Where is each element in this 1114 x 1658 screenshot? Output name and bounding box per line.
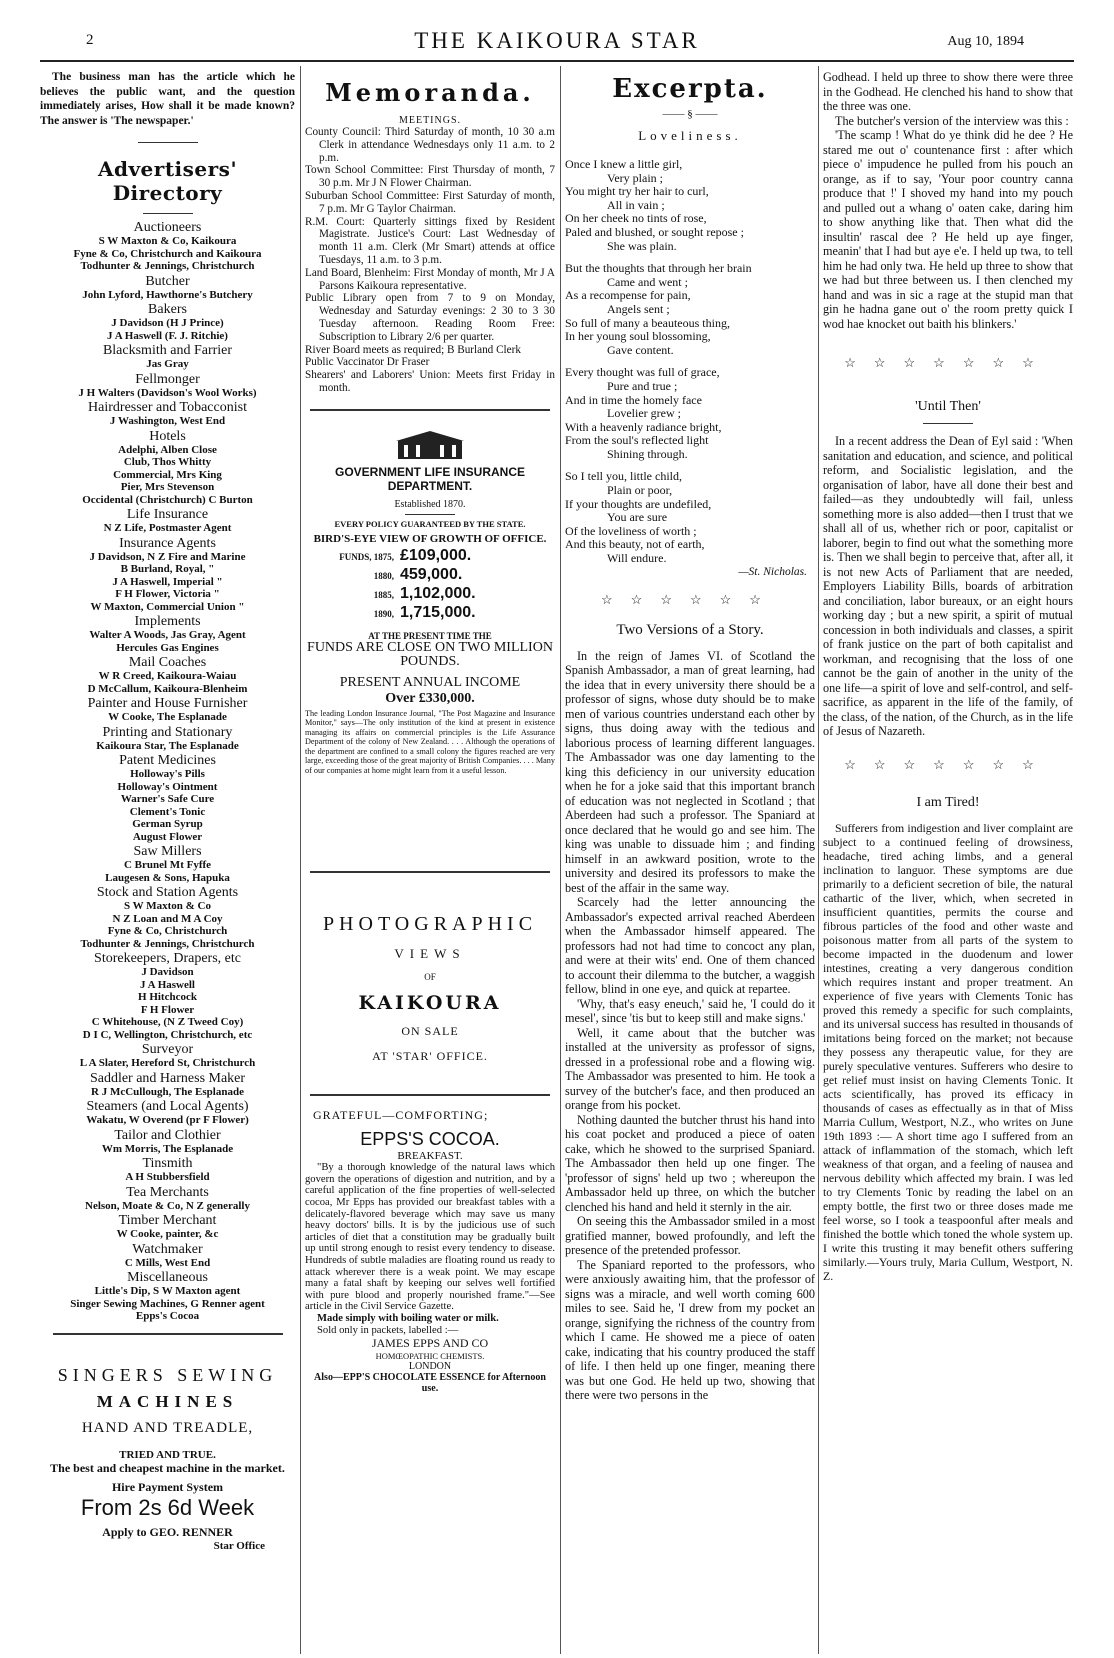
directory-entry: J Davidson — [141, 966, 194, 978]
directory-heading: Tailor and Clothier — [114, 1127, 221, 1143]
epps-sold: Sold only in packets, labelled :— — [317, 1324, 459, 1336]
epps-also: Also—EPP'S CHOCOLATE ESSENCE for Afternoon use. — [314, 1372, 546, 1395]
singer-line-3: HAND AND TREADLE, — [81, 1419, 254, 1436]
column-2 — [305, 70, 555, 1394]
column-divider — [818, 66, 819, 1654]
until-then-title: 'Until Then' — [915, 399, 981, 414]
directory-entry: W Cooke, painter, &c — [116, 1228, 219, 1240]
directory-entry: A H Stubbersfield — [125, 1171, 210, 1183]
singer-line-9: Star Office — [213, 1539, 265, 1552]
memoranda-item: Shearers' and Laborers' Union: Meets first Friday in month. — [305, 369, 555, 394]
poem-source: —St. Nicholas. — [738, 565, 807, 578]
funds-table — [305, 547, 555, 623]
directory-entry: R J McCullough, The Esplanade — [91, 1085, 244, 1098]
photo-line-3: OF — [424, 972, 436, 983]
funds-row — [305, 604, 555, 623]
directory-heading: Miscellaneous — [127, 1270, 208, 1285]
story-paragraph: 'Why, that's easy eneuch,' said he, 'I could do it mesel', since 'tis but to keep still and make signs.' — [565, 996, 815, 1026]
directory-entry: Kaikoura Star, The Esplanade — [96, 739, 239, 752]
directory-entry: D McCallum, Kaikoura-Blenheim — [87, 682, 248, 695]
directory-heading: Bakers — [148, 302, 187, 317]
memoranda-item: River Board meets as required; B Burland Clerk — [305, 343, 521, 356]
epps-breakfast: BREAKFAST. — [397, 1150, 463, 1163]
poem-line: Came and went ; — [607, 274, 688, 289]
poem-line: And in time the homely face — [565, 392, 702, 407]
singer-advert — [40, 1365, 295, 1552]
poem-line: Every thought was full of grace, — [565, 365, 720, 380]
epps-company: JAMES EPPS AND CO — [371, 1336, 489, 1351]
directory-entry: B Burland, Royal, " — [120, 563, 215, 575]
poem-line: Plain or poor, — [607, 483, 673, 498]
funds-year: 1885, — [373, 589, 394, 600]
directory-entry: Walter A Woods, Jas Gray, Agent — [89, 629, 246, 641]
story-body — [565, 649, 815, 1403]
directory-heading: Watchmaker — [132, 1241, 203, 1257]
directory-heading: Tea Merchants — [126, 1184, 209, 1200]
divider — [310, 1094, 550, 1096]
poem-line: With a heavenly radiance bright, — [565, 419, 722, 434]
directory-entry: Todhunter & Jennings, Christchurch — [80, 260, 255, 272]
singer-line-5: The best and cheapest machine in the market. — [50, 1460, 285, 1475]
directory-entry: L A Slater, Hereford St, Christchurch — [79, 1057, 256, 1069]
memoranda-item: Land Board, Blenheim: First Monday of month, Mr J A Parsons Kaikoura representative. — [305, 266, 555, 292]
directory-entry: August Flower — [132, 830, 203, 843]
directory-entry: Clement's Tonic — [129, 805, 206, 818]
meetings-heading: MEETINGS. — [398, 115, 462, 126]
directory-entry: J Washington, West End — [109, 415, 226, 427]
directory-entry: H Hitchcock — [138, 991, 197, 1003]
stars-divider: ☆☆☆☆☆☆☆ — [844, 355, 1052, 370]
poem-line: Lovelier grew ; — [607, 406, 681, 421]
singer-line-2: MACHINES — [96, 1391, 239, 1411]
directory-heading: Surveyor — [141, 1042, 194, 1057]
divider — [310, 871, 550, 873]
poem-line: Angels sent ; — [607, 301, 670, 316]
singer-line-4: TRIED AND TRUE. — [119, 1448, 216, 1461]
column-4 — [823, 70, 1073, 1283]
divider — [310, 409, 550, 411]
directory-entry: John Lyford, Hawthorne's Butchery — [82, 288, 253, 301]
story-paragraph: In the reign of James VI. of Scotland the Spanish Ambassador, a man of great learning, had the idea that in every university there should be a professor of signs, whose duty should be to make men of various countries understand each other by signs, thus doing away with the tedious and laborious process of learning different languages. The Ambassador was one day lamenting to the king this deficiency in our university education when he for a joke said that this important branch of education was not neglected in Scotland ; that Aberdeen had such a professor. The Spaniard at once declared that he would go and see him. The king was unable to dissuade him ; and finding himself in an awkward position, wrote to the university and desired its professors to make the best of the affair in the same way. — [565, 648, 815, 895]
funds-amount: 459,000. — [400, 565, 463, 583]
poem-line: But the thoughts that through her brain — [565, 261, 752, 276]
poem-line: Gave content. — [607, 342, 674, 357]
stars-divider: ☆☆☆☆☆☆ — [601, 591, 779, 607]
page-number: 2 — [86, 32, 94, 48]
poem-line: You are sure — [607, 510, 668, 525]
poem-line: You might try her hair to curl, — [565, 184, 709, 199]
epps-cocoa-advert — [305, 1108, 555, 1394]
directory-heading: Blacksmith and Farrier — [102, 343, 233, 358]
directory-entry: S W Maxton & Co — [124, 900, 211, 912]
singer-line-8: Apply to GEO. RENNER — [102, 1524, 233, 1539]
epps-chemists: HOMŒOPATHIC CHEMISTS. — [375, 1351, 485, 1362]
photo-line-6: AT 'STAR' OFFICE. — [372, 1049, 488, 1064]
gov-present-income: PRESENT ANNUAL INCOME — [339, 674, 521, 690]
directory-heading: Saw Millers — [133, 844, 202, 859]
directory-entry: Fyne & Co, Christchurch — [107, 925, 228, 937]
directory-entry: C Mills, West End — [124, 1256, 211, 1269]
poem-line: All in vain ; — [607, 197, 665, 212]
directory-heading: Tinsmith — [142, 1156, 193, 1171]
directory-heading: Saddler and Harness Maker — [89, 1070, 246, 1086]
directory-entry: Epps's Cocoa — [135, 1310, 200, 1322]
directory-heading: Storekeepers, Drapers, etc — [94, 951, 241, 966]
funds-amount: 1,102,000. — [400, 584, 476, 602]
memoranda-item: Suburban School Committee: First Saturday of month, 7 p.m. Mr G Taylor Chairman. — [305, 189, 555, 215]
directory-heading: Implements — [134, 614, 201, 629]
singer-line-6: Hire Payment System — [111, 1479, 224, 1494]
directory-heading: Insurance Agents — [119, 535, 216, 551]
directory-entry: N Z Life, Postmaster Agent — [103, 522, 232, 534]
funds-year: 1880, — [373, 570, 394, 581]
poem-line: Once I knew a little girl, — [565, 157, 683, 171]
directory-entry: Jas Gray — [146, 358, 189, 370]
memoranda-list — [305, 126, 555, 395]
directory-entry: J A Haswell — [139, 978, 195, 991]
poem-line: Pure and true ; — [607, 378, 678, 393]
funds-amount: 1,715,000. — [400, 603, 476, 621]
photo-line-4: KAIKOURA — [358, 992, 502, 1015]
stars-divider: ☆☆☆☆☆☆☆ — [844, 756, 1052, 772]
gov-insurance-title: GOVERNMENT LIFE INSURANCE DEPARTMENT. — [334, 464, 525, 493]
issue-date: Aug 10, 1894 — [947, 34, 1024, 49]
building-icon — [390, 431, 470, 461]
directory-entry: Todhunter & Jennings, Christchurch — [80, 937, 255, 950]
gov-birds-eye: BIRD'S-EYE VIEW OF GROWTH OF OFFICE. — [313, 532, 547, 545]
until-then-body: In a recent address the Dean of Eyl said : 'When sanitation and education, and science, and political reform, and Socialistic legislation, and the organisation of labor, have all done their best and failed—as they undoubtedly will fail, unless something more is also added—then I trust that we shall all of us, whether rich or poor, capitalist or laborer, begin to find out what the something more is. Then we shall begin to perceive that, after all, it is not new Acts of Parliament that are needed, Employers Liability Bills, boards of arbitration and conciliation, labor bureaux, or an eight hours working day ; but a new spirit, a spirit of mutual concession in both individuals and classes, a spirit of frank justice on the part of both capitalist and workman, and recognising that the loss of one cannot be the gain of another in the unity of the one life—a spirit of love and self-control, and self-sacrifice, as apparent in the life of the family, of the class, of the nation, of the Church, as in the life of Jesus of Nazareth. — [823, 434, 1073, 738]
directory-entry: Wm Morris, The Esplanade — [101, 1142, 234, 1155]
directory-entry: J A Haswell, Imperial " — [112, 575, 223, 588]
poem-line: Shining through. — [607, 446, 688, 461]
directory-heading: Hairdresser and Tobacconist — [88, 400, 247, 415]
directory-heading: Life Insurance — [126, 507, 209, 522]
memoranda-item: Town School Committee: First Thursday of month, 7 30 p.m. Mr J N Flower Chairman. — [305, 164, 555, 190]
directory-entry: Hercules Gas Engines — [116, 641, 219, 654]
column-3 — [565, 70, 815, 1403]
poem — [565, 158, 815, 566]
photo-line-1: PHOTOGRAPHIC — [322, 913, 538, 936]
funds-year: 1890, — [373, 608, 394, 619]
gov-guarantee: EVERY POLICY GUARANTEED BY THE STATE. — [334, 518, 526, 529]
directory-heading: Butcher — [145, 273, 190, 289]
story-paragraph: Scarcely had the letter announcing the Ambassador's expected arrival reached Aberdeen when the Ambassador himself appeared. The professors had not had time to concoct any plan, and were at their wits' end. One of them chanced to account their dilemma to the butcher, a waggish fellow, blind in one eye, and quick at repartee. — [565, 895, 815, 997]
gov-quote: The leading London Insurance Journal, "The Post Magazine and Insurance Monitor," says—The only institution of the kind at present in existence managing its affairs on commercial principles is the Life Assurance Department of the colony of New Zealand. . . . Although the operations of the department are confined to a small colony the figures reached are very large, exceeding those of the great majority of British Companies. . . . Many of our companies at home might learn from it a useful lesson. — [305, 708, 555, 775]
directory-entry: F H Flower — [140, 1003, 195, 1016]
directory-entry: J A Haswell (F. J. Ritchie) — [107, 329, 228, 342]
epps-body: "By a thorough knowledge of the natural laws which govern the operations of digestion and nutrition, and by a careful application of the fine properties of well-selected cocoa, Mr Epps has provided our breakfast tables with a delicately-flavored beverage which may save us many heavy doctors' bills. It is by the judicious use of such articles of diet that a constitution may be gradually built up until strong enough to resist every tendency to disease. Hundreds of subtle maladies are floating round us ready to attack wherever there is a weak point. We may escape many a fatal shaft by keeping our selves well fortified with pure blood and properly nourished frame."—See article in the Civil Service Gazette. — [305, 1162, 555, 1313]
divider — [138, 142, 198, 143]
memoranda-item: Public Vaccinator Dr Fraser — [305, 356, 430, 369]
directory-entry: Fyne & Co, Christchurch and Kaikoura — [73, 247, 262, 260]
directory-entry: Holloway's Pills — [130, 768, 205, 780]
story-paragraph: The butcher's version of the interview was this : — [835, 113, 1069, 128]
poem-line: Will endure. — [607, 551, 667, 566]
directory-heading: Steamers (and Local Agents) — [86, 1099, 249, 1114]
directory-entry: W Cooke, The Esplanade — [108, 711, 227, 723]
story-paragraph: 'The scamp ! What do ye think did he dee ? He stared me out o' countenance first : after which piece o' impudence he pulled from his pouch an orange, as if to say, 'Your poor country canna produce that !' I shoved my hand into my pouch and pulled out a whang o' oaten cake, daring him to show anything like that. Then what did the insultin' rascal dee ? He held up aye finger, meanin' that I had but aye e'e. I held up twa, to tell him he had only twa. He held up three to show that we had but three between us. I then clenched my hand and was in sic a rage at the stupid man that gin he hadna gane out o' the room pretty quick I wod hae knocket out baith his blinkers.' — [823, 128, 1073, 331]
story-title: Two Versions of a Story. — [616, 621, 764, 638]
directory-heading: Mail Coaches — [128, 655, 207, 670]
singer-line-7: From 2s 6d Week — [80, 1494, 255, 1520]
divider — [143, 213, 193, 214]
directory-entry: Pier, Mrs Stevenson — [120, 481, 215, 493]
gov-at-present: AT THE PRESENT TIME THE — [368, 630, 492, 641]
directory-entry: W Maxton, Commercial Union " — [90, 600, 245, 613]
directory-entry: Laugesen & Sons, Hapuka — [105, 871, 230, 884]
government-insurance-advert — [305, 431, 555, 776]
funds-amount: £109,000. — [400, 546, 472, 564]
funds-row — [305, 585, 555, 604]
poem-line: Very plain ; — [607, 170, 663, 185]
directory-entry: S W Maxton & Co, Kaikoura — [98, 235, 237, 247]
directory-entry: Holloway's Ointment — [117, 780, 218, 793]
memoranda-item: R.M. Court: Quarterly sittings fixed by Resident Magistrate. Justice's Court: Last Wednesday of month 11 a.m. Clerk (Mr Smart) attends at office Tuesdays, 11 a.m. to 3 p.m. — [305, 215, 555, 266]
directory-entry: C Brunel Mt Fyffe — [123, 859, 212, 871]
poem-line: Paled and blushed, or sought repose ; — [565, 224, 744, 239]
directory-heading: Hotels — [149, 428, 186, 444]
directory-heading: Timber Merchant — [118, 1213, 217, 1228]
divider — [405, 514, 455, 515]
directory-entry: N Z Loan and M A Coy — [112, 912, 223, 925]
newspaper-title: THE KAIKOURA STAR — [414, 28, 700, 53]
divider — [53, 1333, 283, 1335]
gov-funds-close: FUNDS ARE CLOSE ON TWO MILLION POUNDS. — [307, 639, 553, 669]
directory-heading: Auctioneers — [133, 220, 202, 235]
directory-entry: Singer Sewing Machines, G Renner agent — [70, 1297, 265, 1310]
directory-entry: Club, Thos Whitty — [123, 456, 212, 468]
directory-entry: Occidental (Christchurch) C Burton — [82, 493, 253, 506]
poem-line: So full of many a beauteous thing, — [565, 315, 730, 330]
excerpta-title: Excerpta. — [612, 74, 768, 104]
singer-line-1: SINGERS SEWING — [57, 1364, 278, 1385]
directory-entry: F H Flower, Victoria " — [115, 588, 220, 600]
memoranda-item: Public Library open from 7 to 9 on Monday, Wednesday and Saturday evenings: 2 30 to 3 30 Tuesday afternoon. Reading Room Free: Subscription to Library 2/6 per quarter. — [305, 292, 555, 343]
poem-line: As a recompense for pain, — [565, 288, 691, 303]
poem-line: And this beauty, not of earth, — [565, 537, 705, 552]
directory-heading: Painter and House Furnisher — [87, 696, 248, 711]
directory-entry: Commercial, Mrs King — [113, 468, 222, 481]
directory-entry: German Syrup — [132, 818, 203, 830]
directory-entry: W R Creed, Kaikoura-Waiau — [98, 670, 237, 682]
column-divider — [300, 66, 301, 1654]
story-paragraph: The Spaniard reported to the professors, who were anxiously awaiting him, that the professor of signs was a miracle, and well worth coming 600 miles to see. Said he, 'I drew from my pocket an orange, signifying the richness of the country from which I came. He showed me a piece of oaten cake, indicating that his country produced the staff of life. I then held up one finger, meaning there was but one God. He held up two, showing that there were two persons in the — [565, 1257, 815, 1403]
photo-line-5: ON SALE — [401, 1024, 459, 1039]
poem-line: On her cheek no tints of rose, — [565, 211, 707, 226]
funds-row — [305, 547, 555, 566]
directory-heading: Stock and Station Agents — [96, 885, 239, 900]
directory-entry: J Davidson, N Z Fire and Marine — [89, 550, 246, 563]
funds-year: FUNDS, 1875, — [339, 551, 394, 562]
section-mark-icon: —— § —— — [662, 108, 718, 120]
intro-paragraph: The business man has the article which he believes the public want, and the question immediately arises, How shall it be made known? The answer is 'The newspaper.' — [40, 71, 295, 127]
directory-entry: Warner's Safe Cure — [120, 793, 215, 805]
directory-title: Advertisers' Directory — [97, 157, 238, 205]
directory-entry: C Whitehouse, (N Z Tweed Coy) — [91, 1016, 244, 1028]
directory-entry: Adelphi, Alben Close — [118, 443, 217, 456]
story-paragraph: Well, it came about that the butcher was installed at the university as professor of signs, dressed in a professional robe and a flowing wig. The Ambassador was presented to him. He took a survey of the butcher's face, and then produced an orange from his pocket. — [565, 1025, 815, 1113]
photographic-views-advert — [305, 913, 555, 1064]
gov-established: Established 1870. — [394, 498, 466, 510]
directory-entry: D I C, Wellington, Christchurch, etc — [82, 1028, 253, 1041]
divider — [923, 423, 973, 424]
masthead-rule — [40, 60, 1074, 62]
poem-line: If your thoughts are undefiled, — [565, 496, 712, 511]
epps-made: Made simply with boiling water or milk. — [317, 1312, 499, 1324]
photo-line-2: VIEWS — [394, 946, 466, 962]
epps-grateful: GRATEFUL—COMFORTING; — [313, 1108, 489, 1123]
masthead — [40, 18, 1074, 60]
tired-title: I am Tired! — [916, 794, 980, 810]
memoranda-item: County Council: Third Saturday of month, 10 30 a.m Clerk in attendance Wednesdays only 11 a.m. to 2 p.m. — [305, 126, 555, 164]
poem-line: From the soul's reflected light — [565, 433, 709, 448]
directory-entry: Wakatu, W Overend (pr F Flower) — [86, 1114, 249, 1126]
column-divider — [560, 66, 561, 1654]
poem-line: In her young soul blossoming, — [565, 329, 711, 344]
poem-line: So I tell you, little child, — [565, 469, 682, 484]
directory-entry: Little's Dip, S W Maxton agent — [94, 1285, 241, 1297]
advertisers-directory — [40, 220, 295, 1323]
column-1 — [40, 70, 295, 1552]
poem-line: She was plain. — [607, 238, 677, 253]
poem-line: Of the loveliness of worth ; — [565, 523, 697, 538]
directory-entry: J Davidson (H J Prince) — [111, 317, 224, 329]
directory-heading: Printing and Stationary — [102, 724, 233, 740]
epps-name: EPPS'S COCOA. — [360, 1129, 500, 1150]
funds-row — [305, 566, 555, 585]
story-continuation — [823, 70, 1073, 331]
directory-heading: Fellmonger — [135, 371, 200, 387]
poem-title: Loveliness. — [638, 128, 742, 143]
story-paragraph: Godhead. I held up three to show there were three in the Godhead. He clenched his hand to show that the three was one. — [823, 70, 1073, 113]
tired-body: Sufferers from indigestion and liver complaint are subject to a continued feeling of drowsiness, headache, tired aching limbs, and a general inclination to languor. These symptoms are due primarily to a deficient secretion of bile, the natural cathartic of the liver, which, when secreted in insufficient quantities, permits the course and fibrous particles of the food and other waste and poisonous matter from all parts of the system to become impacted in the duodenum and lower intestines, creating a very dangerous condition which requires instant and proper treatment. An experience of five years with Clements Tonic has proved this remedy a specific for such complaints, and its universal success has resulted in thousands of imitations being forced on the market; not because they possess any therapeutic value, for they are purely speculative ventures. Sufferers who desire to get relief must insist on having Clements Tonic. It acts scientifically, has proved its efficacy in thousands of cases as effectually as in that of Miss Marria Cullum, Westport, N.Z., who writes on June 19th 1893 :— A short time ago I suffered from an attack of inflammation of the stomach, which left weakness of that organ, and a feeling of nausea and nervous debility which affected my brain. I was led to try Clements Tonic by reading the label on an empty bottle, the first two or three doses made me feel worse, so I took a teaspoonful after meals and finished the bottle which toned the whole system up. I write this trusting it may benefit others suffering similarly.—Yours truly, Maria Cullum, Westport, N. Z. — [823, 820, 1073, 1283]
directory-entry: Nelson, Moate & Co, N Z generally — [85, 1199, 250, 1212]
gov-income-over: Over £330,000. — [385, 690, 475, 706]
epps-london: LONDON — [408, 1361, 452, 1373]
memoranda-title: Memoranda. — [325, 78, 535, 107]
story-paragraph: On seeing this the Ambassador smiled in a most gratified manner, bowed profoundly, and left the presence of the pretended professor. — [565, 1214, 815, 1258]
story-paragraph: Nothing daunted the butcher thrust his hand into his coat pocket and produced a piece of oaten cake, which he showed to the surprised Spaniard. The Ambassador then held up one finger. The 'professor of signs' held up two ; whereupon the Ambassador held up three, on which the butcher clenched his hand and held it sternly in the air. — [565, 1112, 815, 1214]
directory-heading: Patent Medicines — [119, 753, 216, 768]
directory-entry: J H Walters (Davidson's Wool Works) — [78, 386, 257, 399]
